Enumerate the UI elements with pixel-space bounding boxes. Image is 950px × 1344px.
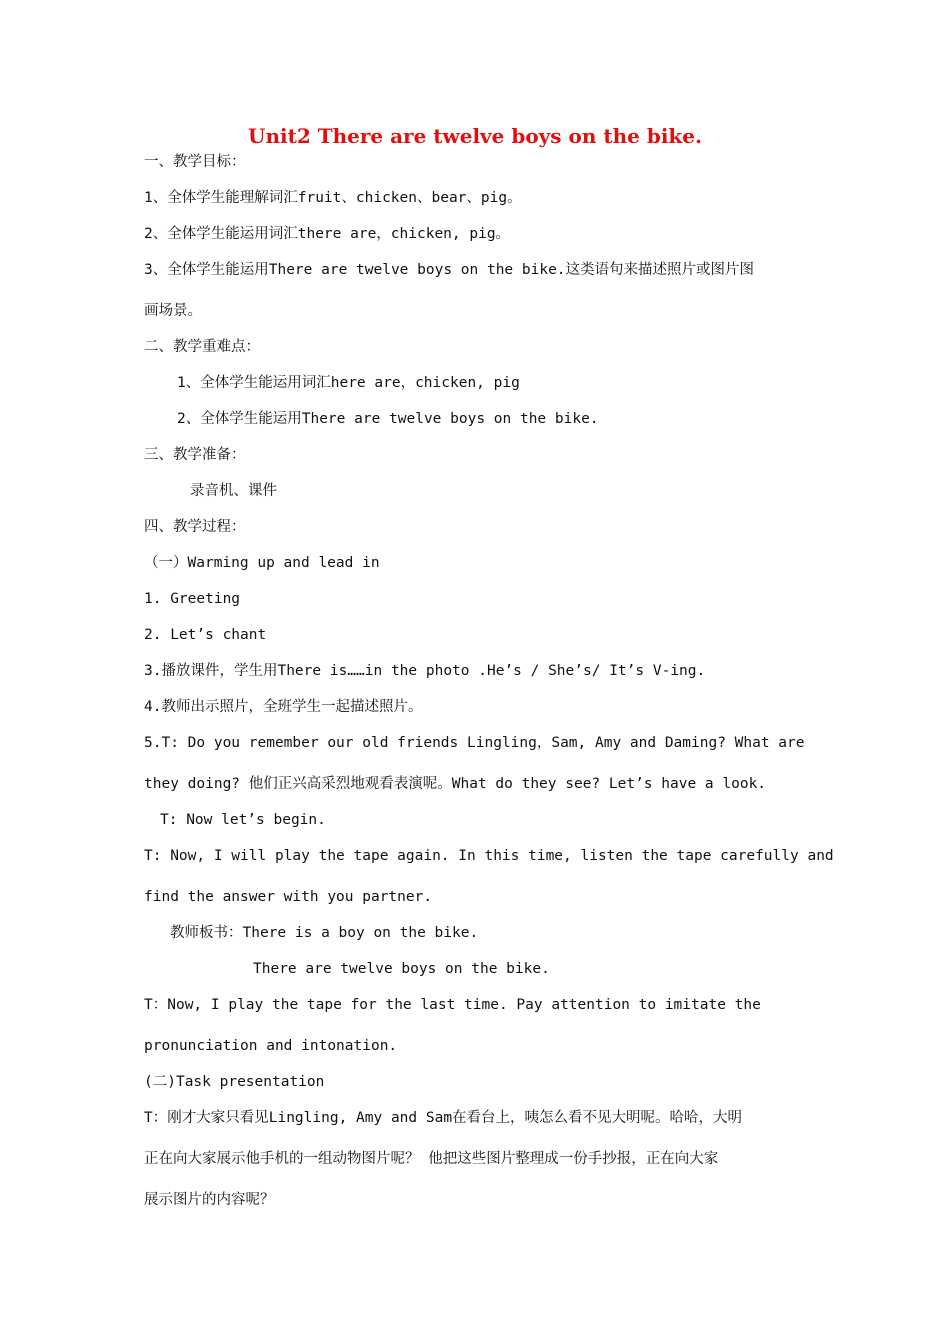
blackboard-line-2: There are twelve boys on the bike. xyxy=(253,961,550,977)
objective-item-1: 1、全体学生能理解词汇fruit、chicken、bear、pig。 xyxy=(144,190,522,206)
section-heading-key-points: 二、教学重难点： xyxy=(144,339,260,355)
task-paragraph-line-1: T：刚才大家只看见Lingling, Amy and Sam在看台上，咦怎么看不见大明呢。哈哈，大明 xyxy=(144,1110,743,1126)
preparation-materials: 录音机、课件 xyxy=(190,483,277,499)
teacher-begin: T: Now let’s begin. xyxy=(160,812,326,828)
subsection-warming-up: （一）Warming up and lead in xyxy=(144,555,380,571)
section-heading-objectives: 一、教学目标： xyxy=(144,154,246,170)
step-photo: 4.教师出示照片，全班学生一起描述照片。 xyxy=(144,699,423,715)
key-point-item-1: 1、全体学生能运用词汇here are，chicken, pig xyxy=(177,375,520,391)
objective-item-2: 2、全体学生能运用词汇there are，chicken, pig。 xyxy=(144,226,511,242)
subsection-task-presentation: (二)Task presentation xyxy=(144,1074,325,1090)
step-courseware: 3.播放课件，学生用There is……in the photo .He’s / She’s/ It’s V-ing. xyxy=(144,663,706,679)
task-paragraph-line-2: 正在向大家展示他手机的一组动物图片呢？ 他把这些图片整理成一份手抄报，正在向大家 xyxy=(144,1151,719,1167)
section-heading-preparation: 三、教学准备： xyxy=(144,447,246,463)
step-remember-friends-continued: they doing? 他们正兴高采烈地观看表演呢。What do they see? Let’s have a look. xyxy=(144,776,767,792)
step-chant: 2. Let’s chant xyxy=(144,627,267,643)
teacher-play-tape: T: Now, I will play the tape again. In this time, listen the tape carefully and xyxy=(144,848,834,864)
key-point-item-2: 2、全体学生能运用There are twelve boys on the bike. xyxy=(177,411,599,427)
step-remember-friends: 5.T: Do you remember our old friends Lingling，Sam, Amy and Daming? What are xyxy=(144,735,805,751)
blackboard-line-1: 教师板书：There is a boy on the bike. xyxy=(170,925,479,941)
teacher-last-time: T：Now, I play the tape for the last time. Pay attention to imitate the xyxy=(144,997,761,1013)
teacher-last-time-continued: pronunciation and intonation. xyxy=(144,1038,398,1054)
page-title: Unit2 There are twelve boys on the bike. xyxy=(248,124,702,148)
section-heading-process: 四、教学过程： xyxy=(144,519,246,535)
task-paragraph-line-3: 展示图片的内容呢？ xyxy=(144,1192,275,1208)
teacher-play-tape-continued: find the answer with you partner. xyxy=(144,889,433,905)
step-greeting: 1. Greeting xyxy=(144,591,241,607)
objective-item-3-continued: 画场景。 xyxy=(144,303,202,319)
objective-item-3: 3、全体学生能运用There are twelve boys on the bike.这类语句来描述照片或图片图 xyxy=(144,262,755,278)
